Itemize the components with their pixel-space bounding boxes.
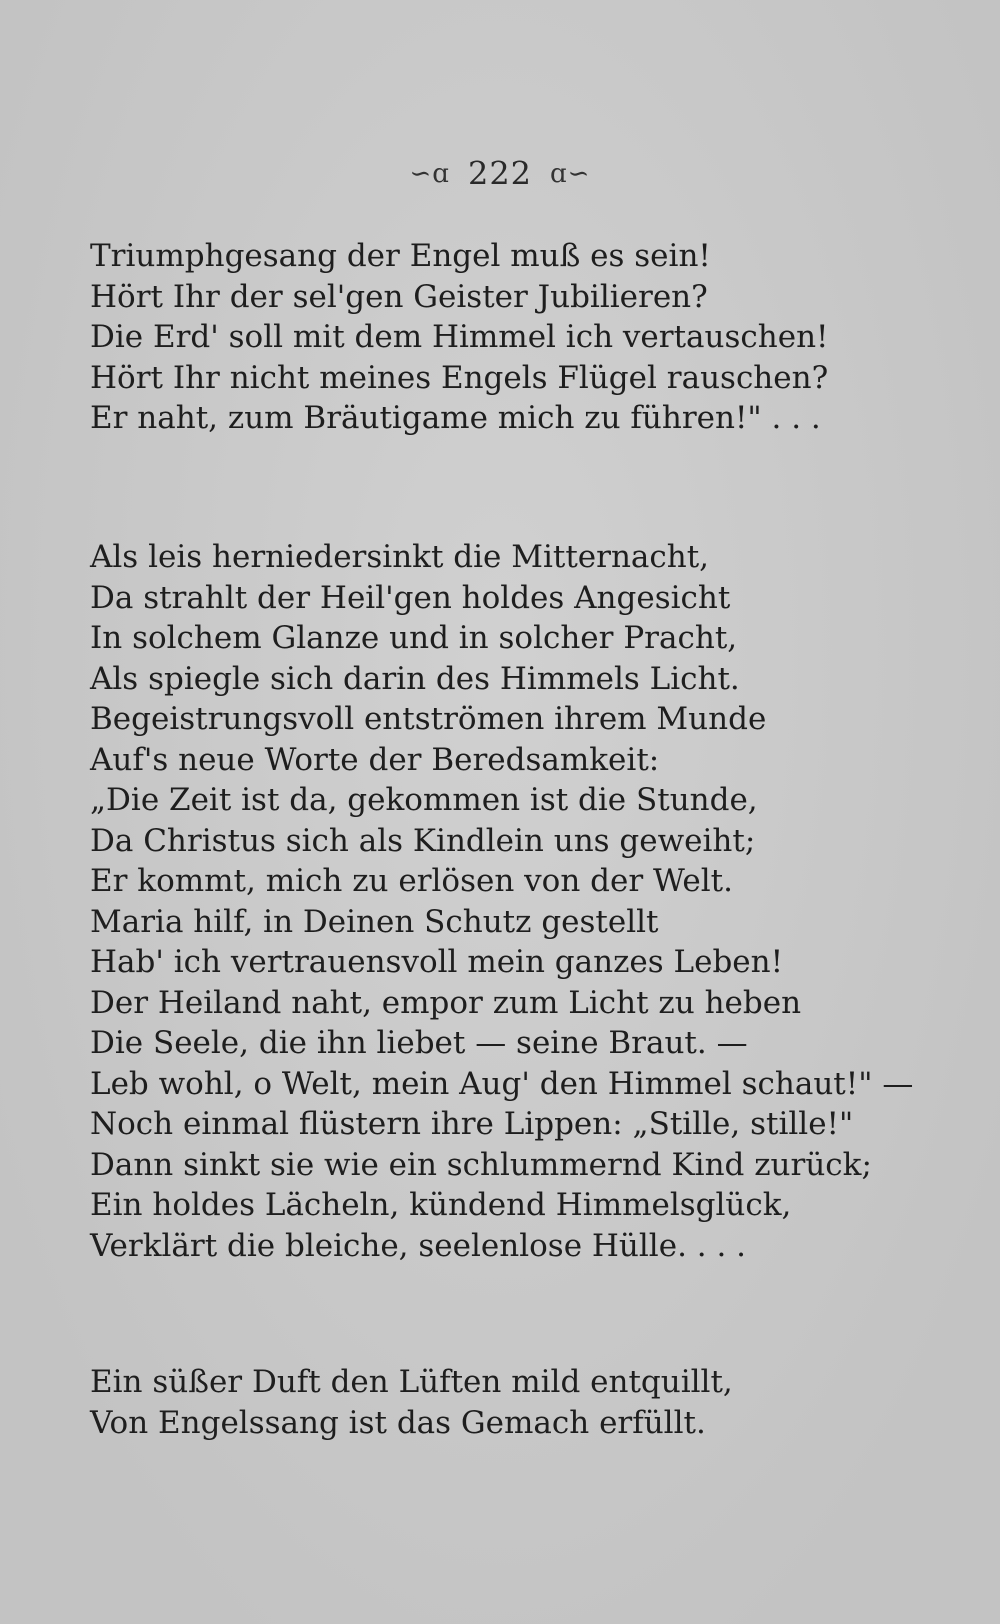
page-number: 222 [467, 154, 533, 193]
verse-line: Hört Ihr nicht meines Engels Flügel rauschen? [90, 359, 829, 396]
verse-line: Ein holdes Lächeln, kündend Himmelsglück, [90, 1187, 792, 1223]
stanza-3 [90, 1362, 950, 1443]
verse-line: Die Seele, die ihn liebet — seine Braut. — [90, 1025, 748, 1061]
verse-line: Von Engelssang ist das Gemach erfüllt. [90, 1404, 706, 1441]
verse-line: Auf's neue Worte der Beredsamkeit: [90, 741, 660, 778]
verse-line: Dann sinkt sie wie ein schlummernd Kind zurück; [90, 1146, 872, 1183]
verse-line: Die Erd' soll mit dem Himmel ich vertauschen! [90, 319, 829, 355]
verse-line: Maria hilf, in Deinen Schutz gestellt [90, 903, 659, 940]
verse-line: Hört Ihr der sel'gen Geister Jubilieren? [90, 278, 708, 315]
verse-line: „Die Zeit ist da, gekommen ist die Stunde, [90, 782, 758, 818]
verse-line: Hab' ich vertrauensvoll mein ganzes Leben! [90, 944, 784, 980]
stanza-2 [90, 537, 950, 1266]
verse-line: In solchem Glanze und in solcher Pracht, [90, 620, 738, 656]
verse-line: Verklärt die bleiche, seelenlose Hülle. . . . [90, 1227, 747, 1264]
verse-line: Leb wohl, o Welt, mein Aug' den Himmel schaut!" — [90, 1065, 914, 1102]
verse-line: Da Christus sich als Kindlein uns geweiht; [90, 822, 756, 859]
page-header [0, 152, 1000, 193]
ornament-right-icon: ɑ∽ [550, 158, 591, 189]
verse-line: Der Heiland naht, empor zum Licht zu heben [90, 984, 802, 1021]
verse-line: Begeistrungsvoll entströmen ihrem Munde [90, 701, 767, 737]
verse-line: Er kommt, mich zu erlösen von der Welt. [90, 863, 733, 899]
verse-line: Er naht, zum Bräutigame mich zu führen!" . . . [90, 400, 821, 436]
verse-line: Da strahlt der Heil'gen holdes Angesicht [90, 579, 731, 616]
verse-line: Als leis herniedersinkt die Mitternacht, [90, 539, 710, 575]
verse-line: Noch einmal flüstern ihre Lippen: „Stille, stille!" [90, 1106, 854, 1142]
ornament-left-icon: ∽ɑ [409, 158, 450, 189]
stanza-1 [90, 236, 950, 439]
verse-line: Triumphgesang der Engel muß es sein! [90, 238, 711, 274]
verse-line: Ein süßer Duft den Lüften mild entquillt, [90, 1364, 733, 1400]
verse-line: Als spiegle sich darin des Himmels Licht. [90, 660, 740, 697]
